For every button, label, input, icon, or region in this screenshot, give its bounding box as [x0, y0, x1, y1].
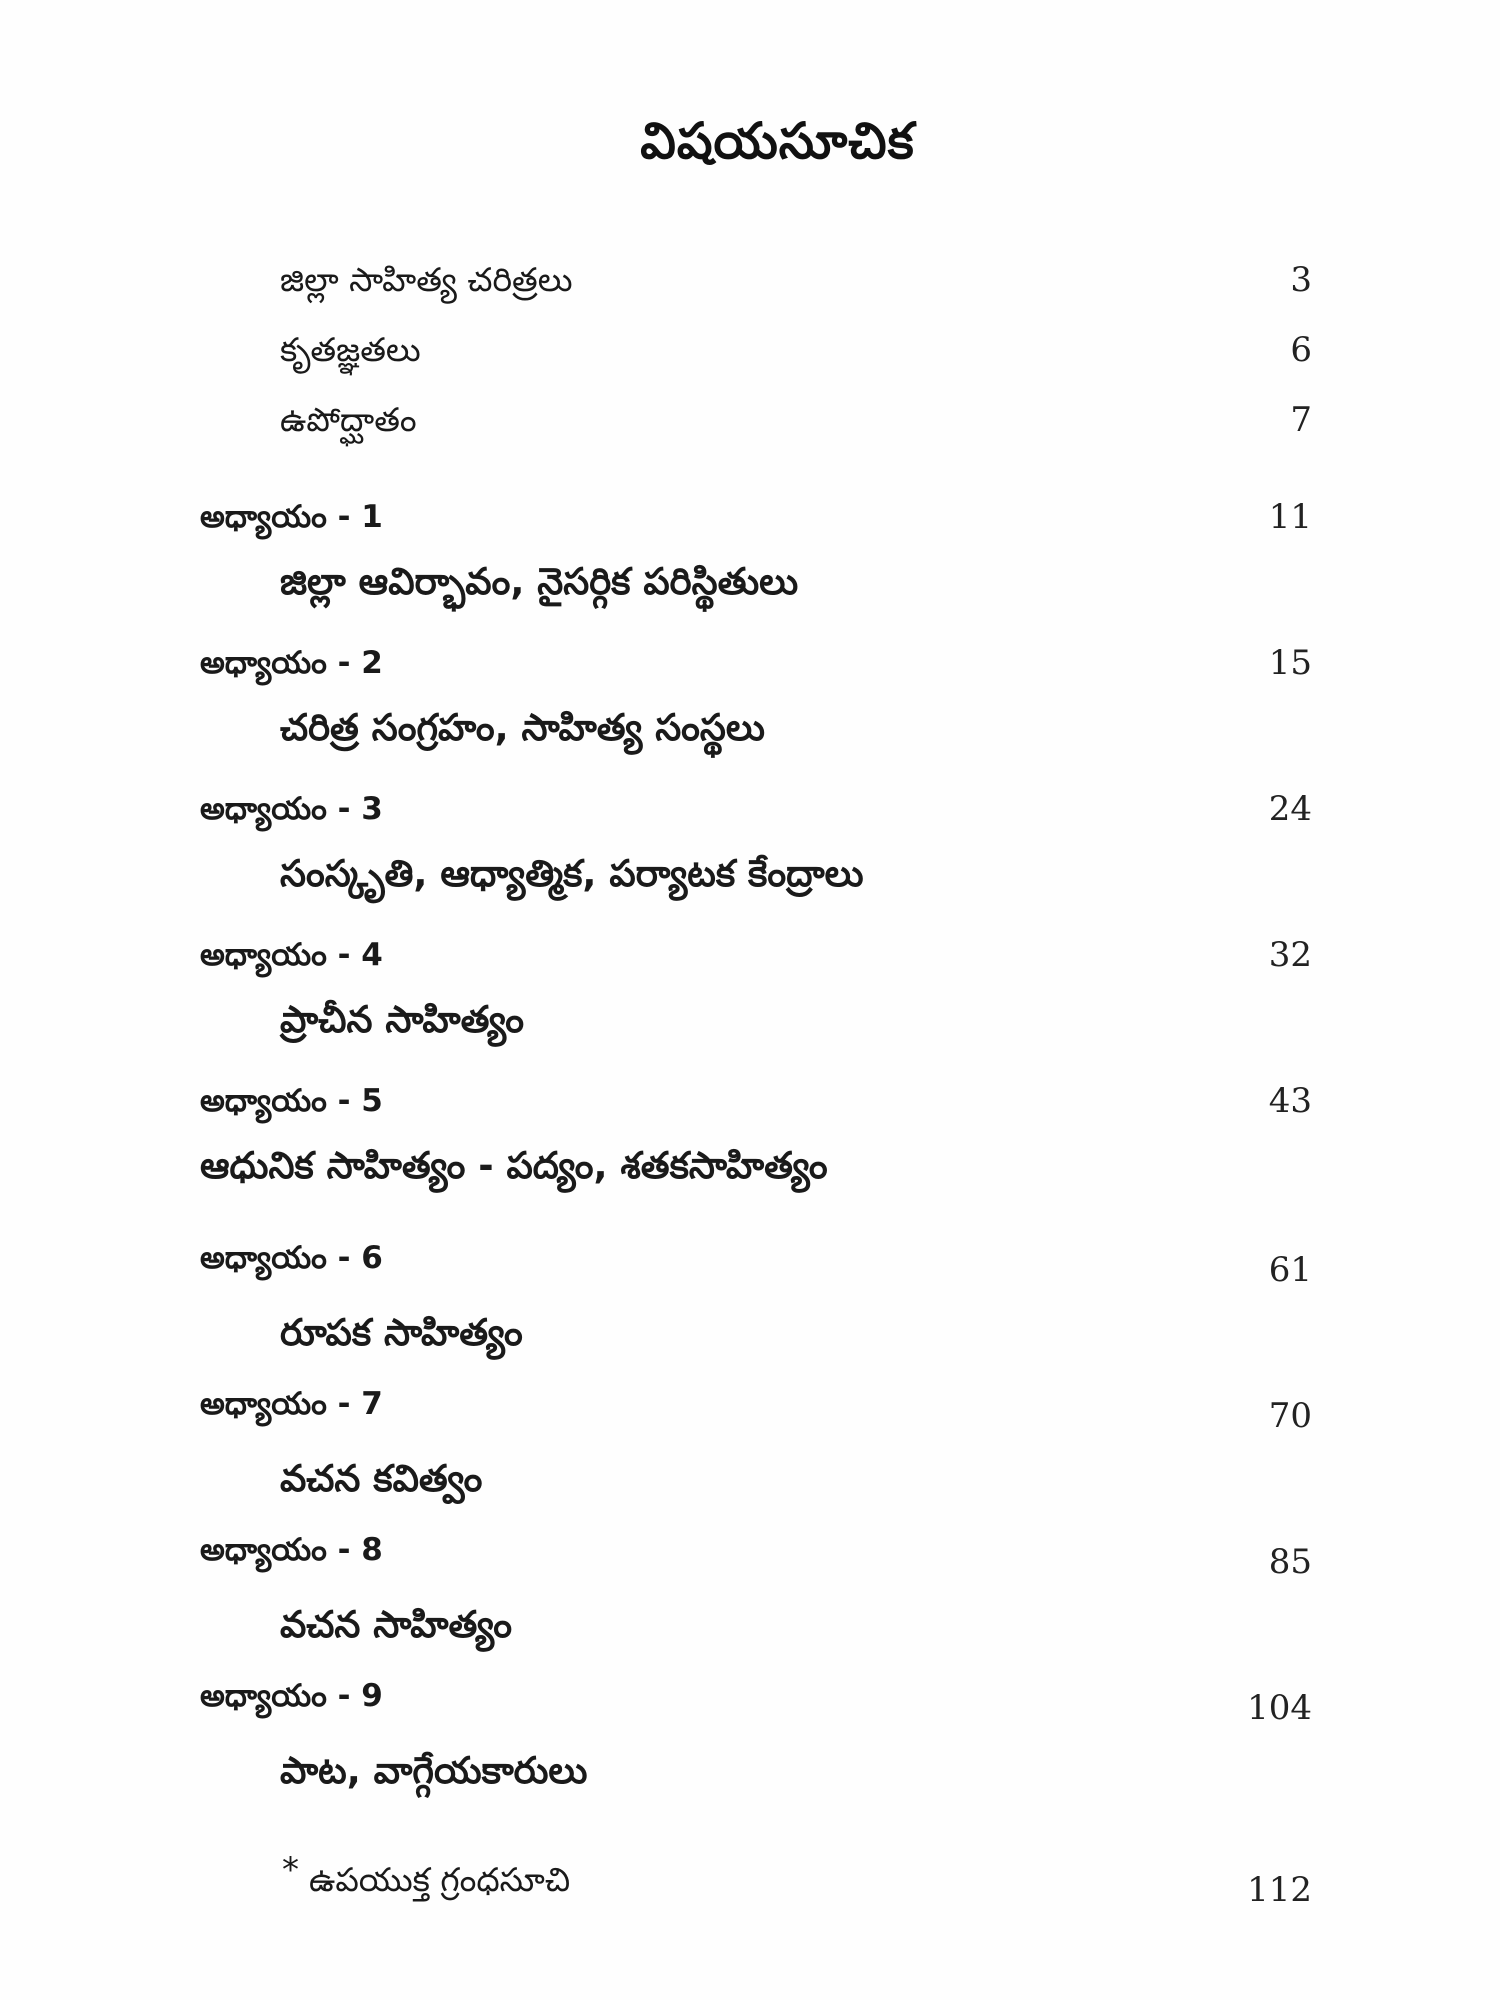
chapter-title: వచన సాహిత్యం: [280, 1603, 512, 1646]
chapter-page-number: 70: [1268, 1396, 1312, 1436]
entry-page-number: 7: [1290, 400, 1312, 440]
chapter-title-2: [0, 698, 1500, 758]
chapter-heading-6: [0, 1228, 1500, 1288]
chapter-title: ఆధునిక సాహిత్యం - పద్యం, శతకసాహిత్యం: [200, 1144, 828, 1187]
chapter-title-8: [0, 1595, 1500, 1655]
chapter-label: అధ్యాయం - 5: [200, 1083, 383, 1119]
chapter-title-3: [0, 844, 1500, 904]
chapter-title: వచన కవిత్వం: [280, 1457, 483, 1500]
entry-label: ఉపోద్ఘాతం: [280, 400, 417, 439]
chapter-title: ప్రాచీన సాహిత్యం: [280, 998, 525, 1041]
entry-label: కృతజ్ఞతలు: [280, 330, 421, 369]
bibliography-page-number: 112: [1247, 1870, 1312, 1910]
bibliography-entry: [282, 1850, 570, 1910]
chapter-heading-7: [0, 1374, 1500, 1434]
toc-entry-front-3: [0, 390, 1500, 450]
chapter-heading-2: [0, 633, 1500, 693]
toc-entry-bibliography: [0, 1850, 1500, 1910]
chapter-title-9: [0, 1741, 1500, 1801]
chapter-title-6: [0, 1303, 1500, 1363]
toc-entry-front-1: [0, 250, 1500, 310]
chapter-label: అధ్యాయం - 3: [200, 791, 383, 827]
chapter-label: అధ్యాయం - 4: [200, 937, 383, 973]
asterisk-marker: *: [282, 1850, 299, 1890]
toc-entry-front-2: [0, 320, 1500, 380]
chapter-label: అధ్యాయం - 9: [200, 1678, 383, 1714]
chapter-label: అధ్యాయం - 7: [200, 1386, 383, 1422]
chapter-title: పాట, వాగ్గేయకారులు: [280, 1749, 588, 1792]
chapter-heading-5: [0, 1071, 1500, 1131]
chapter-title: చరిత్ర సంగ్రహం, సాహిత్య సంస్థలు: [280, 706, 765, 749]
chapter-label: అధ్యాయం - 1: [200, 499, 383, 535]
entry-page-number: 3: [1290, 260, 1312, 300]
chapter-heading-1: [0, 487, 1500, 547]
chapter-page-number: 11: [1268, 497, 1312, 537]
chapter-heading-9: [0, 1666, 1500, 1726]
chapter-page-number: 43: [1268, 1081, 1312, 1121]
bibliography-label: ఉపయుక్త గ్రంధసూచి: [309, 1860, 571, 1899]
chapter-page-number: 61: [1268, 1250, 1312, 1290]
entry-page-number: 6: [1290, 330, 1312, 370]
chapter-title: జిల్లా ఆవిర్భావం, నైసర్గిక పరిస్థితులు: [280, 560, 799, 603]
chapter-page-number: 104: [1247, 1688, 1312, 1728]
chapter-heading-8: [0, 1520, 1500, 1580]
chapter-heading-4: [0, 925, 1500, 985]
chapter-title-1: [0, 552, 1500, 612]
chapter-page-number: 85: [1268, 1542, 1312, 1582]
chapter-title: సంస్కృతి, ఆధ్యాత్మిక, పర్యాటక కేంద్రాలు: [280, 852, 864, 895]
chapter-title: రూపక సాహిత్యం: [280, 1311, 523, 1354]
chapter-label: అధ్యాయం - 8: [200, 1532, 383, 1568]
chapter-title-4: [0, 990, 1500, 1050]
entry-label: జిల్లా సాహిత్య చరిత్రలు: [280, 260, 573, 299]
chapter-title-7: [0, 1449, 1500, 1509]
chapter-page-number: 15: [1268, 643, 1312, 683]
chapter-label: అధ్యాయం - 2: [200, 645, 383, 681]
chapter-title-5: [0, 1136, 1500, 1196]
chapter-heading-3: [0, 779, 1500, 839]
chapter-page-number: 32: [1268, 935, 1312, 975]
chapter-page-number: 24: [1268, 789, 1312, 829]
page-title: విషయసూచిక: [640, 112, 915, 170]
chapter-label: అధ్యాయం - 6: [200, 1240, 383, 1276]
